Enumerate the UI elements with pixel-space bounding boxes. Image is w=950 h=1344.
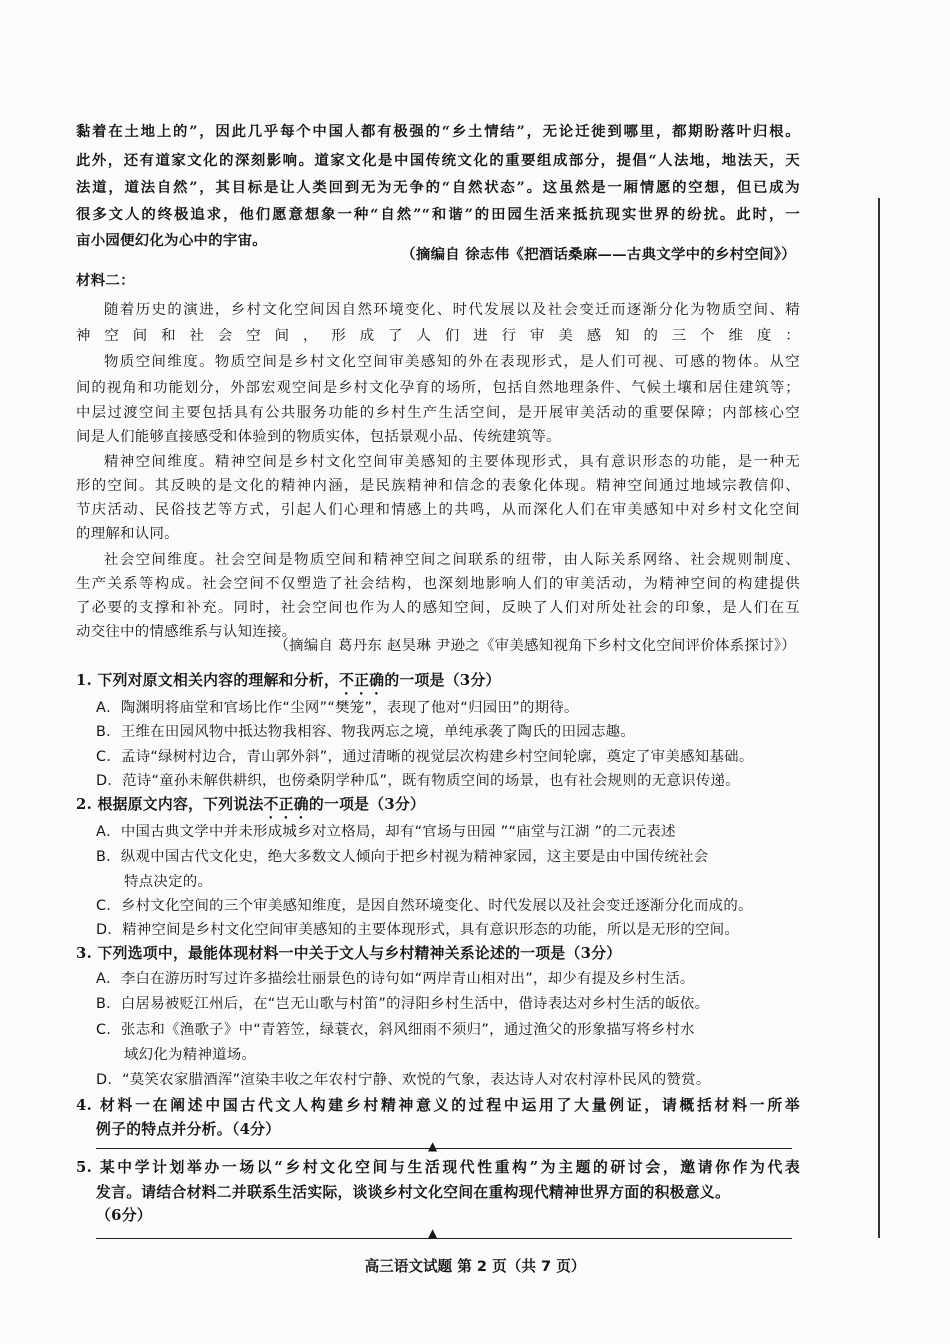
question-1-option-d: D．范诗“童孙未解供耕织，也傍桑阴学种瓜”，既有物质空间的场景，也有社会规则的无意识传递。 (96, 773, 740, 789)
material1-line-2: 此外，还有道家文化的深刻影响。道家文化是中国传统文化的重要组成部分，提倡“人法地，地法天，天 (76, 152, 800, 169)
question-1-option-a: A．陶渊明将庙堂和官场比作“尘网”“樊笼”，表现了他对“归园田”的期待。 (96, 700, 579, 716)
page-edge-line (878, 198, 880, 1238)
material1-line-4: 很多文人的终极追求，他们愿意想象一种“自然”“和谐”的田园生活来抵抗现实世界的纷扰。此时，一 (76, 206, 800, 223)
question-5-line-1: 5. 某中学计划举办一场以“乡村文化空间与生活现代性重构”为主题的研讨会，邀请你作为代表 (76, 1159, 800, 1176)
question-5-line-2: 发言。请结合材料二并联系生活实际，谈谈乡村文化空间在重构现代精神世界方面的积极意义。 (96, 1184, 731, 1201)
question-2-option-d: D．精神空间是乡村文化空间审美感知的主要体现形式，具有意识形态的功能，所以是无形的空间。 (96, 922, 740, 938)
question-3-option-b: B．白居易被贬江州后，在“岂无山歌与村笛”的浔阳乡村生活中，借诗表达对乡村生活的皈依。 (96, 996, 710, 1012)
question-2-stem-tail: 的一项是（3分） (308, 796, 426, 813)
question-5-line-3: （6分） (96, 1207, 152, 1224)
material2-line: 节庆活动、民俗技艺等方式，引起人们心理和情感上的共鸣，从而深化人们在审美感知中对乡村文化空间 (76, 502, 800, 518)
question-1-emphasis: 不正确 (339, 672, 385, 689)
material2-line: 精神空间维度。精神空间是乡村文化空间审美感知的主要体现形式，具有意识形态的功能，是一种无 (104, 454, 800, 470)
material2-line: 形的空间。其反映的是文化的精神内涵，是民族精神和信念的表象化体现。精神空间通过地域宗教信仰、 (76, 478, 800, 494)
question-2-emphasis: 不正确 (263, 796, 309, 813)
material2-title: 材料二： (76, 272, 135, 289)
material2-line: 随着历史的演进，乡村文化空间因自然环境变化、时代发展以及社会变迁而逐渐分化为物质空间、精 (104, 302, 800, 318)
material2-line: 生产关系等构成。社会空间不仅塑造了社会结构，也深刻地影响人们的审美活动，为精神空间的构建提供 (76, 576, 800, 592)
material2-line: 动交往中的情感维系与认知连接。 (76, 624, 297, 640)
material2-line: 神空间和社会空间，形成了人们进行审美感知的三个维度： (76, 328, 800, 344)
question-2-stem-text: 2. 根据原文内容，下列说法 (76, 796, 264, 813)
question-3-option-c: C．张志和《渔歌子》中“青箬笠，绿蓑衣，斜风细雨不须归”，通过渔父的形象描写将乡村水 (96, 1022, 695, 1038)
answer-marker-1: ▲ (428, 1139, 438, 1153)
question-1-stem (76, 671, 800, 698)
material1-line-1: 黏着在土地上的”，因此几乎每个中国人都有极强的“乡土情结”，无论迁徙到哪里，都期盼落叶归根。 (76, 123, 800, 140)
page-footer: 高三语文试题 第 2 页（共 7 页） (364, 1258, 586, 1275)
question-3-stem: 3. 下列选项中，最能体现材料一中关于文人与乡村精神关系论述的一项是（3分） (76, 945, 622, 962)
material1-source: （摘编自 徐志伟《把酒话桑麻——古典文学中的乡村空间》） (401, 246, 796, 263)
question-3-option-d: D．“莫笑农家腊酒浑”渲染丰收之年农村宁静、欢悦的气象，表达诗人对农村淳朴民风的赞赏。 (96, 1072, 711, 1088)
material2-line: 物质空间维度。物质空间是乡村文化空间审美感知的外在表现形式，是人们可视、可感的物体。从空 (104, 354, 800, 370)
material2-source: （摘编自 葛丹东 赵昊琳 尹逊之《审美感知视角下乡村文化空间评价体系探讨》） (274, 638, 796, 654)
material2-line: 中层过渡空间主要包括具有公共服务功能的乡村生产生活空间，是开展审美活动的重要保障；内部核心空 (76, 405, 800, 421)
question-2-option-a: A．中国古典文学中并未形成城乡对立格局，却有“官场与田园 ”“庙堂与江湖 ”的二元表述 (96, 824, 676, 840)
material1-line-5: 亩小园便幻化为心中的宇宙。 (76, 232, 267, 249)
question-1-option-b: B．王维在田园风物中抵达物我相容、物我两忘之境，单纯承袭了陶氏的田园志趣。 (96, 724, 636, 740)
material2-line: 间是人们能够直接感受和体验到的物质实体，包括景观小品、传统建筑等。 (76, 429, 561, 445)
question-2-stem (76, 795, 800, 822)
material2-line: 的理解和认同。 (76, 526, 179, 542)
question-3-option-c-cont: 域幻化为精神道场。 (124, 1047, 257, 1063)
material2-line: 了必要的支撑和补充。同时，社会空间也作为人的感知空间，反映了人们对所处社会的印象，是人们在互 (76, 600, 800, 616)
question-2-option-b-cont: 特点决定的。 (124, 874, 213, 890)
question-3-option-a: A．李白在游历时写过许多描绘壮丽景色的诗句如“两岸青山相对出”，却少有提及乡村生活。 (96, 971, 695, 987)
material2-line: 间的视角和功能划分，外部宏观空间是乡村文化孕育的场所，包括自然地理条件、气候土壤和居住建筑等； (76, 380, 800, 396)
question-1-option-c: C．孟诗“绿树村边合，青山郭外斜”，通过清晰的视觉层次构建乡村空间轮廓，奠定了审美感知基础。 (96, 749, 754, 765)
question-1-stem-text: 1. 下列对原文相关内容的理解和分析， (76, 672, 340, 689)
material1-line-3: 法道，道法自然”，其目标是让人类回到无为无争的“自然状态”。这虽然是一厢情愿的空想，但已成为 (76, 179, 800, 196)
material2-line: 社会空间维度。社会空间是物质空间和精神空间之间联系的纽带，由人际关系网络、社会规则制度、 (104, 552, 800, 568)
question-4-line-2: 例子的特点并分析。（4分） (96, 1121, 281, 1138)
question-1-stem-tail: 的一项是（3分） (384, 672, 501, 689)
answer-rule-1 (96, 1148, 792, 1149)
question-4-line-1: 4. 材料一在阐述中国古代文人构建乡村精神意义的过程中运用了大量例证，请概括材料一所举 (76, 1097, 800, 1114)
question-2-option-c: C．乡村文化空间的三个审美感知维度，是因自然环境变化、时代发展以及社会变迁逐渐分化而成的。 (96, 898, 753, 914)
answer-rule-2 (96, 1238, 792, 1239)
question-2-option-b: B．纵观中国古代文化史，绝大多数文人倾向于把乡村视为精神家园，这主要是由中国传统社会 (96, 849, 709, 865)
answer-marker-2: ▲ (428, 1226, 438, 1240)
